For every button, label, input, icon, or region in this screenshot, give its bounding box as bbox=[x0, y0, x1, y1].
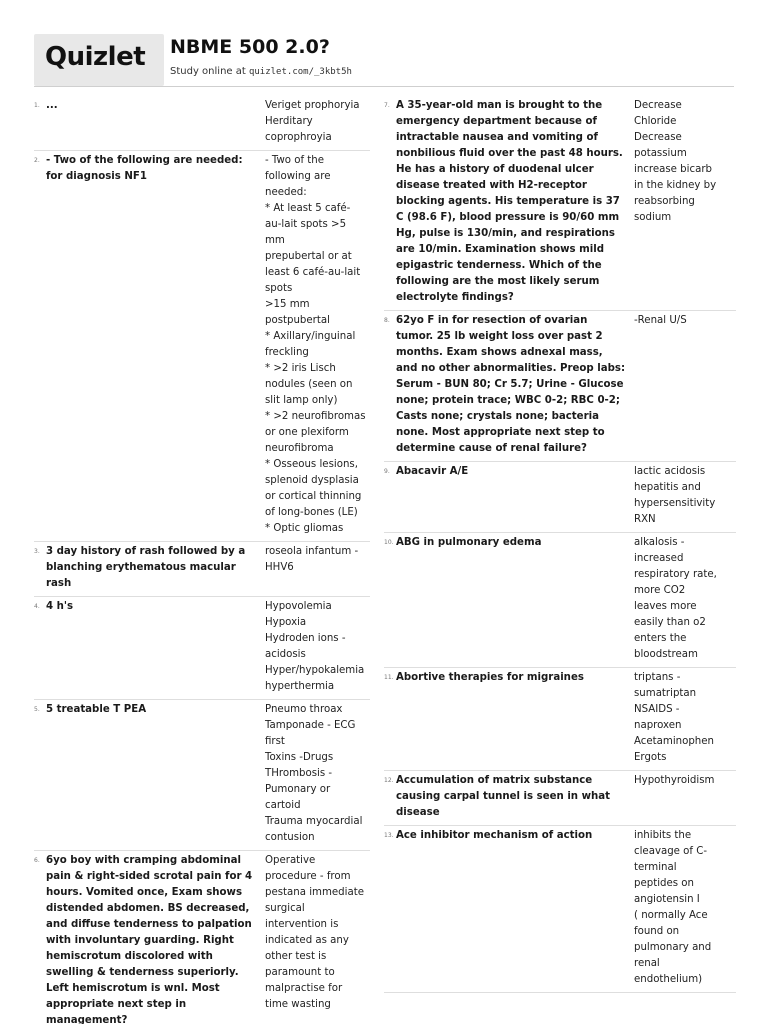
card-definition: lactic acidosis hepatitis and hypersensitivity RXN bbox=[634, 466, 716, 525]
flashcard-9 bbox=[384, 462, 736, 533]
flashcard-1 bbox=[34, 96, 370, 151]
page-title: NBME 500 2.0? bbox=[170, 36, 330, 58]
subtitle-prefix: Study online at bbox=[170, 66, 249, 77]
flashcard-5 bbox=[34, 700, 370, 851]
subtitle-url-link[interactable]: quizlet.com/_3kbt5h bbox=[248, 67, 352, 77]
card-definition: inhibits the cleavage of C- terminal peptides on angiotensin I ( normally Ace found on pulmonary and renal endothelium) bbox=[634, 830, 712, 985]
flashcard-13 bbox=[384, 826, 736, 993]
card-term: Abortive therapies for migraines bbox=[396, 672, 584, 683]
flashcard-6 bbox=[34, 851, 370, 1024]
flashcard-12 bbox=[384, 771, 736, 826]
card-number: 4. bbox=[34, 603, 40, 610]
flashcard-3 bbox=[34, 542, 370, 597]
left-column bbox=[34, 96, 370, 1024]
card-number: 7. bbox=[384, 102, 390, 109]
logo-text: Quizlet bbox=[45, 42, 146, 72]
page-header bbox=[34, 34, 734, 86]
flashcard-11 bbox=[384, 668, 736, 771]
card-term: Abacavir A/E bbox=[396, 466, 469, 477]
card-definition: Veriget prophoryia Herditary coprophroyia bbox=[265, 100, 360, 143]
card-definition: Hypovolemia Hypoxia Hydroden ions - acidosis Hyper/hypokalemia hyperthermia bbox=[265, 601, 365, 692]
card-definition: - Two of the following are needed: * At least 5 café- au-lait spots >5 mm prepubertal or at least 6 café-au-lait spots >15 mm postpubertal * Axillary/inguinal freckling * >2 iris Lisch nodules (seen on slit lamp only) * >2 neurofibromas or one plexiform neurofibroma * Osseous lesions, splenoid dysplasia or cortical thinning of long-bones (LE) * Optic gliomas bbox=[265, 155, 366, 534]
flashcard-2 bbox=[34, 151, 370, 542]
card-term: ... bbox=[46, 100, 58, 111]
card-term: A 35-year-old man is brought to the emergency department because of intractable nausea and vomiting of nonbilious fluid over the past 48 hours. He has a history of duodenal ulcer disease treated with H2-receptor blocking agents. His temperature is 37 C (98.6 F), blood pressure is 90/60 mm Hg, pulse is 130/min, and respirations are 10/min. Examination shows mild epigastric tenderness. Which of the following are the most likely serum electrolyte findings? bbox=[396, 100, 623, 303]
card-number: 3. bbox=[34, 548, 40, 555]
card-number: 2. bbox=[34, 157, 40, 164]
card-term: 6yo boy with cramping abdominal pain & right-sided scrotal pain for 4 hours. Vomited once, Exam shows distended abdomen. BS decreased, and diffuse tenderness to palpation with involuntary guarding. Right hemiscrotum discolored with swelling & tenderness superiorly. Left hemiscrotum is wnl. Most appropriate next step in management? bbox=[46, 855, 253, 1024]
card-number: 8. bbox=[384, 317, 390, 324]
card-term: 3 day history of rash followed by a blanching erythematous macular rash bbox=[46, 546, 246, 589]
card-number: 1. bbox=[34, 102, 40, 109]
flashcard-7 bbox=[384, 96, 736, 311]
flashcard-4 bbox=[34, 597, 370, 700]
card-definition: triptans - sumatriptan NSAIDS - naproxen Acetaminophen Ergots bbox=[634, 672, 714, 763]
card-term: ABG in pulmonary edema bbox=[396, 537, 542, 548]
header-divider bbox=[34, 86, 734, 87]
card-term: 4 h's bbox=[46, 601, 74, 612]
card-term: - Two of the following are needed: for diagnosis NF1 bbox=[46, 155, 243, 182]
card-term: 62yo F in for resection of ovarian tumor. 25 lb weight loss over past 2 months. Exam shows adnexal mass, and no other abnormalities. Preop labs: Serum - BUN 80; Cr 5.7; Urine - Glucose none; protein trace; WBC 0-2; RBC 0-2; Casts none; crystals none; bacteria none. Most appropriate next step to determine cause of renal failure? bbox=[396, 315, 626, 454]
quizlet-logo[interactable] bbox=[34, 34, 164, 86]
card-definition: alkalosis - increased respiratory rate, more CO2 leaves more easily than o2 enters the bloodstream bbox=[634, 537, 717, 660]
flashcard-10 bbox=[384, 533, 736, 668]
card-definition: Hypothyroidism bbox=[634, 775, 715, 786]
card-number: 9. bbox=[384, 468, 390, 475]
card-term: 5 treatable T PEA bbox=[46, 704, 147, 715]
flashcard-8 bbox=[384, 311, 736, 462]
card-number: 5. bbox=[34, 706, 40, 713]
card-number: 12. bbox=[384, 777, 394, 784]
card-number: 11. bbox=[384, 674, 394, 681]
card-term: Accumulation of matrix substance causing carpal tunnel is seen in what disease bbox=[396, 775, 611, 818]
card-definition: roseola infantum - HHV6 bbox=[265, 546, 359, 573]
card-term: Ace inhibitor mechanism of action bbox=[396, 830, 593, 841]
card-number: 13. bbox=[384, 832, 394, 839]
page-subtitle bbox=[170, 66, 352, 77]
card-definition: Operative procedure - from pestana immediate surgical intervention is indicated as any other test is paramount to malpractise for time wasting bbox=[265, 855, 364, 1010]
card-number: 10. bbox=[384, 539, 394, 546]
card-definition: -Renal U/S bbox=[634, 315, 687, 326]
card-definition: Pneumo throax Tamponade - ECG first Toxins -Drugs THrombosis - Pumonary or cartoid Trauma myocardial contusion bbox=[265, 704, 363, 843]
card-number: 6. bbox=[34, 857, 40, 864]
card-definition: Decrease Chloride Decrease potassium increase bicarb in the kidney by reabsorbing sodium bbox=[634, 100, 717, 223]
right-column bbox=[384, 96, 736, 993]
